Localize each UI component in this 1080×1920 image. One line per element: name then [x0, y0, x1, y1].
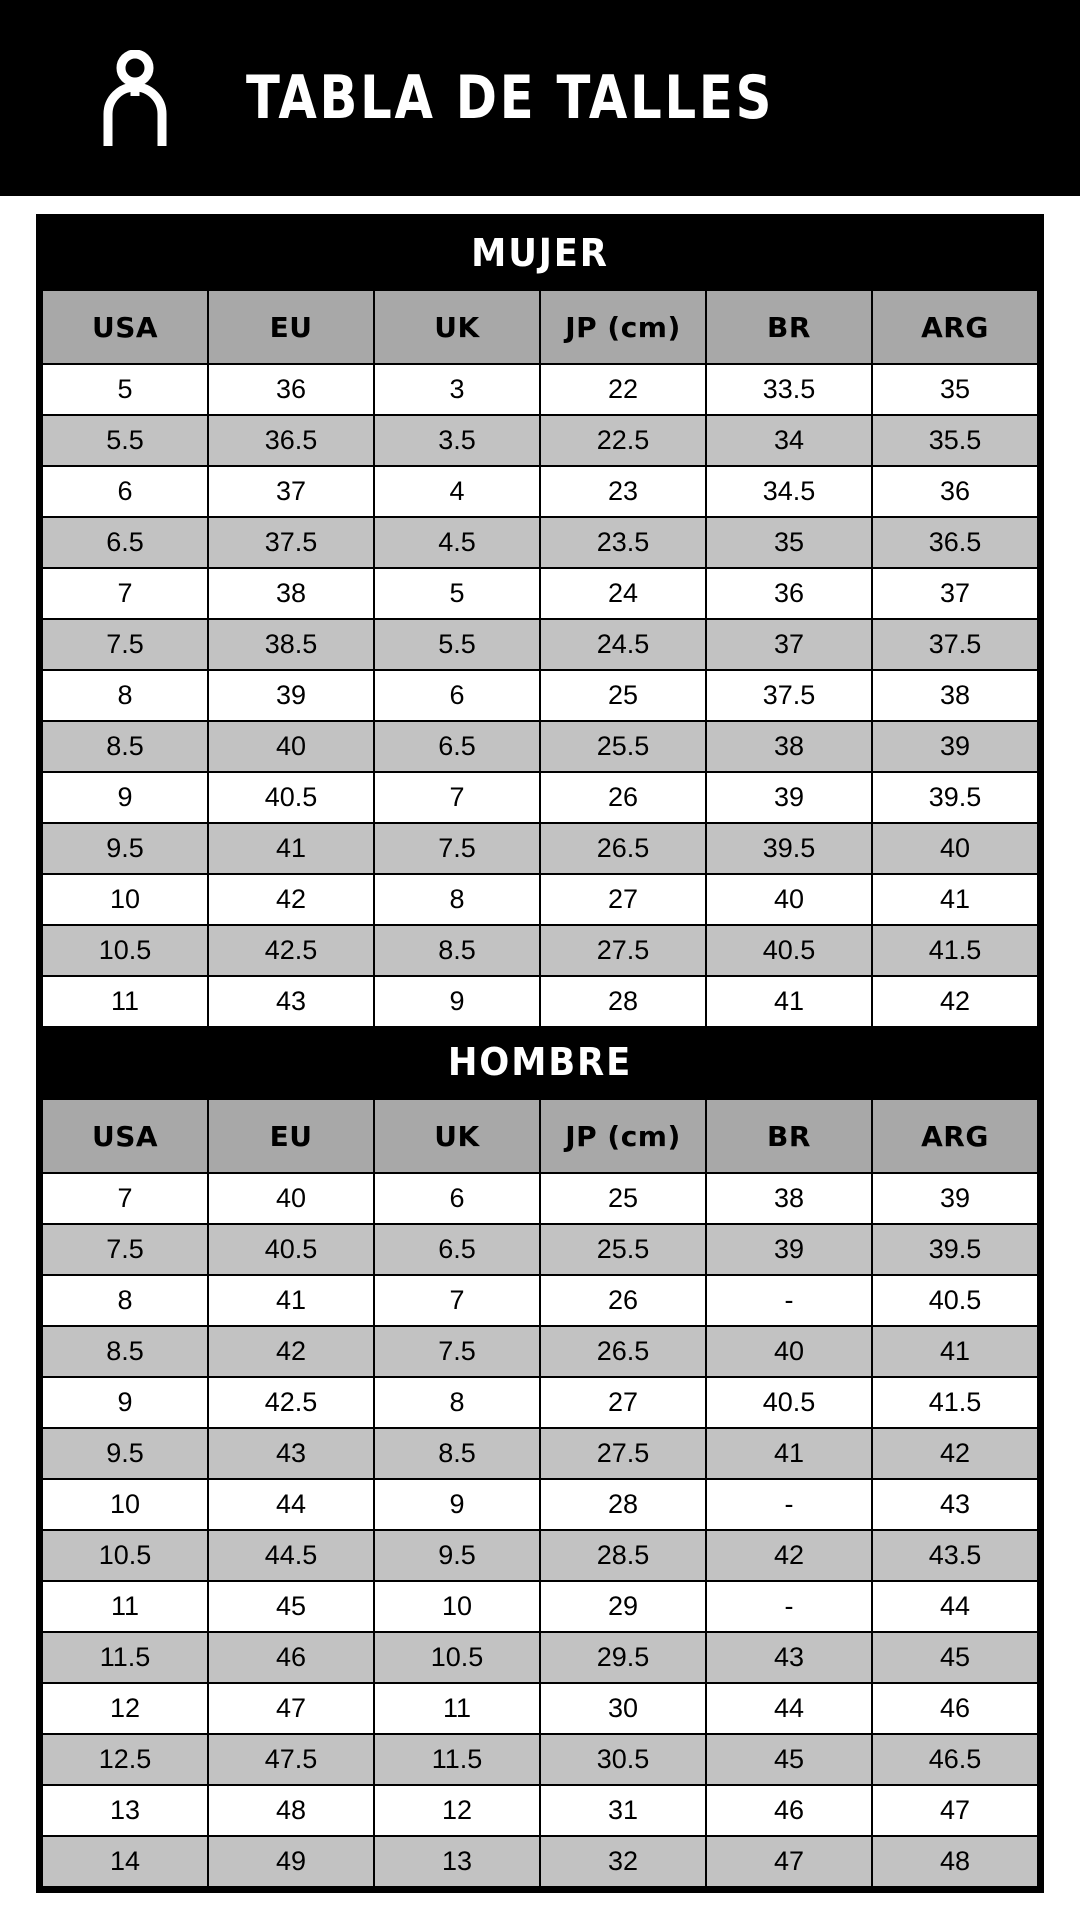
table-row	[42, 772, 1038, 823]
cell-usa: 9.5	[42, 1428, 208, 1479]
cell-uk: 8.5	[374, 1428, 540, 1479]
cell-eu: 49	[208, 1836, 374, 1887]
page-title: TABLA DE TALLES	[246, 63, 775, 133]
cell-uk: 8	[374, 874, 540, 925]
table-row	[42, 1785, 1038, 1836]
cell-br: 40	[706, 874, 872, 925]
cell-usa: 6	[42, 466, 208, 517]
table-header-row	[42, 1099, 1038, 1173]
table-row	[42, 1377, 1038, 1428]
cell-eu: 41	[208, 1275, 374, 1326]
section-title-women: MUJER	[76, 219, 1004, 289]
column-header-jp: JP (cm)	[540, 290, 706, 364]
cell-uk: 11.5	[374, 1734, 540, 1785]
table-row	[42, 517, 1038, 568]
cell-usa: 6.5	[42, 517, 208, 568]
cell-br: 39.5	[706, 823, 872, 874]
cell-eu: 40.5	[208, 1224, 374, 1275]
cell-br: -	[706, 1275, 872, 1326]
cell-jp: 26	[540, 772, 706, 823]
cell-usa: 5.5	[42, 415, 208, 466]
column-header-eu: EU	[208, 1099, 374, 1173]
cell-jp: 26.5	[540, 1326, 706, 1377]
cell-uk: 6	[374, 1173, 540, 1224]
cell-usa: 7.5	[42, 1224, 208, 1275]
table-row	[42, 1173, 1038, 1224]
table-row	[42, 976, 1038, 1027]
section-title-men: HOMBRE	[76, 1028, 1004, 1098]
cell-arg: 41.5	[872, 1377, 1038, 1428]
cell-jp: 25.5	[540, 721, 706, 772]
cell-uk: 3	[374, 364, 540, 415]
cell-eu: 42	[208, 1326, 374, 1377]
cell-uk: 9.5	[374, 1530, 540, 1581]
cell-uk: 6	[374, 670, 540, 721]
cell-arg: 45	[872, 1632, 1038, 1683]
on-running-logo-icon	[96, 50, 174, 146]
cell-br: 37	[706, 619, 872, 670]
cell-uk: 11	[374, 1683, 540, 1734]
cell-uk: 7.5	[374, 823, 540, 874]
cell-arg: 41	[872, 1326, 1038, 1377]
table-header-row	[42, 290, 1038, 364]
cell-uk: 9	[374, 1479, 540, 1530]
cell-usa: 8	[42, 1275, 208, 1326]
cell-eu: 36.5	[208, 415, 374, 466]
cell-usa: 10	[42, 1479, 208, 1530]
cell-br: 47	[706, 1836, 872, 1887]
cell-arg: 35.5	[872, 415, 1038, 466]
cell-br: 34.5	[706, 466, 872, 517]
table-row	[42, 670, 1038, 721]
cell-arg: 36	[872, 466, 1038, 517]
cell-eu: 47.5	[208, 1734, 374, 1785]
cell-jp: 28.5	[540, 1530, 706, 1581]
cell-uk: 5	[374, 568, 540, 619]
cell-uk: 12	[374, 1785, 540, 1836]
cell-eu: 37.5	[208, 517, 374, 568]
cell-br: 33.5	[706, 364, 872, 415]
column-header-jp: JP (cm)	[540, 1099, 706, 1173]
cell-uk: 7.5	[374, 1326, 540, 1377]
cell-arg: 43	[872, 1479, 1038, 1530]
cell-br: 42	[706, 1530, 872, 1581]
cell-jp: 28	[540, 976, 706, 1027]
cell-arg: 41	[872, 874, 1038, 925]
cell-arg: 39	[872, 1173, 1038, 1224]
cell-jp: 22.5	[540, 415, 706, 466]
cell-jp: 25	[540, 670, 706, 721]
cell-eu: 39	[208, 670, 374, 721]
cell-eu: 42.5	[208, 1377, 374, 1428]
column-header-br: BR	[706, 1099, 872, 1173]
cell-jp: 30.5	[540, 1734, 706, 1785]
cell-eu: 40	[208, 1173, 374, 1224]
cell-eu: 44.5	[208, 1530, 374, 1581]
cell-arg: 37	[872, 568, 1038, 619]
cell-eu: 48	[208, 1785, 374, 1836]
page-header	[0, 0, 1080, 196]
cell-arg: 40.5	[872, 1275, 1038, 1326]
cell-uk: 8	[374, 1377, 540, 1428]
cell-eu: 41	[208, 823, 374, 874]
cell-uk: 4	[374, 466, 540, 517]
table-row	[42, 874, 1038, 925]
cell-arg: 39.5	[872, 1224, 1038, 1275]
table-row	[42, 1275, 1038, 1326]
cell-usa: 12	[42, 1683, 208, 1734]
cell-usa: 8.5	[42, 721, 208, 772]
cell-usa: 9	[42, 1377, 208, 1428]
cell-usa: 8	[42, 670, 208, 721]
table-row	[42, 823, 1038, 874]
column-header-uk: UK	[374, 1099, 540, 1173]
cell-usa: 9.5	[42, 823, 208, 874]
cell-br: -	[706, 1581, 872, 1632]
cell-jp: 25	[540, 1173, 706, 1224]
cell-arg: 38	[872, 670, 1038, 721]
cell-eu: 43	[208, 976, 374, 1027]
cell-eu: 42	[208, 874, 374, 925]
cell-arg: 44	[872, 1581, 1038, 1632]
cell-eu: 40	[208, 721, 374, 772]
cell-usa: 11	[42, 1581, 208, 1632]
cell-jp: 27.5	[540, 1428, 706, 1479]
cell-br: 46	[706, 1785, 872, 1836]
table-row	[42, 1734, 1038, 1785]
cell-usa: 10.5	[42, 1530, 208, 1581]
cell-arg: 39.5	[872, 772, 1038, 823]
cell-br: 38	[706, 1173, 872, 1224]
cell-uk: 3.5	[374, 415, 540, 466]
cell-arg: 37.5	[872, 619, 1038, 670]
table-row	[42, 568, 1038, 619]
cell-eu: 42.5	[208, 925, 374, 976]
table-row	[42, 1683, 1038, 1734]
cell-arg: 36.5	[872, 517, 1038, 568]
cell-arg: 48	[872, 1836, 1038, 1887]
cell-eu: 45	[208, 1581, 374, 1632]
cell-jp: 27.5	[540, 925, 706, 976]
table-row	[42, 1632, 1038, 1683]
cell-usa: 9	[42, 772, 208, 823]
table-row	[42, 1836, 1038, 1887]
table-row	[42, 364, 1038, 415]
table-row	[42, 925, 1038, 976]
cell-arg: 47	[872, 1785, 1038, 1836]
cell-arg: 42	[872, 976, 1038, 1027]
cell-eu: 40.5	[208, 772, 374, 823]
cell-arg: 43.5	[872, 1530, 1038, 1581]
cell-jp: 30	[540, 1683, 706, 1734]
column-header-usa: USA	[42, 290, 208, 364]
column-header-arg: ARG	[872, 1099, 1038, 1173]
column-header-uk: UK	[374, 290, 540, 364]
cell-uk: 10	[374, 1581, 540, 1632]
cell-jp: 28	[540, 1479, 706, 1530]
cell-eu: 36	[208, 364, 374, 415]
column-header-eu: EU	[208, 290, 374, 364]
cell-br: 40	[706, 1326, 872, 1377]
cell-eu: 38	[208, 568, 374, 619]
cell-usa: 12.5	[42, 1734, 208, 1785]
cell-br: 35	[706, 517, 872, 568]
cell-jp: 24	[540, 568, 706, 619]
cell-jp: 27	[540, 874, 706, 925]
cell-eu: 43	[208, 1428, 374, 1479]
cell-arg: 41.5	[872, 925, 1038, 976]
cell-br: 37.5	[706, 670, 872, 721]
cell-uk: 7	[374, 772, 540, 823]
cell-eu: 38.5	[208, 619, 374, 670]
cell-usa: 10.5	[42, 925, 208, 976]
cell-uk: 4.5	[374, 517, 540, 568]
cell-br: 44	[706, 1683, 872, 1734]
cell-jp: 24.5	[540, 619, 706, 670]
cell-br: 36	[706, 568, 872, 619]
cell-usa: 13	[42, 1785, 208, 1836]
cell-arg: 42	[872, 1428, 1038, 1479]
cell-arg: 35	[872, 364, 1038, 415]
cell-br: 41	[706, 1428, 872, 1479]
cell-usa: 14	[42, 1836, 208, 1887]
cell-br: 45	[706, 1734, 872, 1785]
column-header-usa: USA	[42, 1099, 208, 1173]
table-row	[42, 466, 1038, 517]
size-table-men	[41, 1098, 1039, 1888]
cell-jp: 32	[540, 1836, 706, 1887]
cell-usa: 11	[42, 976, 208, 1027]
table-row	[42, 721, 1038, 772]
table-row	[42, 619, 1038, 670]
table-row	[42, 1479, 1038, 1530]
cell-eu: 46	[208, 1632, 374, 1683]
cell-br: 38	[706, 721, 872, 772]
cell-usa: 8.5	[42, 1326, 208, 1377]
cell-usa: 7	[42, 1173, 208, 1224]
table-row	[42, 1428, 1038, 1479]
cell-usa: 5	[42, 364, 208, 415]
cell-uk: 13	[374, 1836, 540, 1887]
cell-jp: 29.5	[540, 1632, 706, 1683]
column-header-br: BR	[706, 290, 872, 364]
cell-usa: 7	[42, 568, 208, 619]
table-row	[42, 1326, 1038, 1377]
cell-usa: 7.5	[42, 619, 208, 670]
cell-br: 40.5	[706, 1377, 872, 1428]
cell-arg: 46	[872, 1683, 1038, 1734]
cell-jp: 22	[540, 364, 706, 415]
cell-uk: 8.5	[374, 925, 540, 976]
cell-br: 40.5	[706, 925, 872, 976]
cell-eu: 44	[208, 1479, 374, 1530]
cell-br: 39	[706, 1224, 872, 1275]
size-tables-container	[36, 214, 1044, 1893]
table-row	[42, 1581, 1038, 1632]
table-row	[42, 1530, 1038, 1581]
cell-br: 43	[706, 1632, 872, 1683]
cell-uk: 6.5	[374, 1224, 540, 1275]
cell-jp: 23.5	[540, 517, 706, 568]
cell-jp: 23	[540, 466, 706, 517]
cell-br: -	[706, 1479, 872, 1530]
cell-br: 34	[706, 415, 872, 466]
cell-arg: 39	[872, 721, 1038, 772]
table-row	[42, 1224, 1038, 1275]
cell-uk: 5.5	[374, 619, 540, 670]
cell-uk: 6.5	[374, 721, 540, 772]
table-row	[42, 415, 1038, 466]
cell-uk: 9	[374, 976, 540, 1027]
cell-usa: 10	[42, 874, 208, 925]
cell-jp: 25.5	[540, 1224, 706, 1275]
cell-uk: 7	[374, 1275, 540, 1326]
cell-jp: 26.5	[540, 823, 706, 874]
cell-jp: 29	[540, 1581, 706, 1632]
cell-eu: 47	[208, 1683, 374, 1734]
size-table-women	[41, 289, 1039, 1028]
cell-jp: 27	[540, 1377, 706, 1428]
cell-jp: 26	[540, 1275, 706, 1326]
cell-arg: 40	[872, 823, 1038, 874]
cell-usa: 11.5	[42, 1632, 208, 1683]
column-header-arg: ARG	[872, 290, 1038, 364]
cell-arg: 46.5	[872, 1734, 1038, 1785]
cell-br: 41	[706, 976, 872, 1027]
cell-eu: 37	[208, 466, 374, 517]
cell-uk: 10.5	[374, 1632, 540, 1683]
cell-jp: 31	[540, 1785, 706, 1836]
cell-br: 39	[706, 772, 872, 823]
